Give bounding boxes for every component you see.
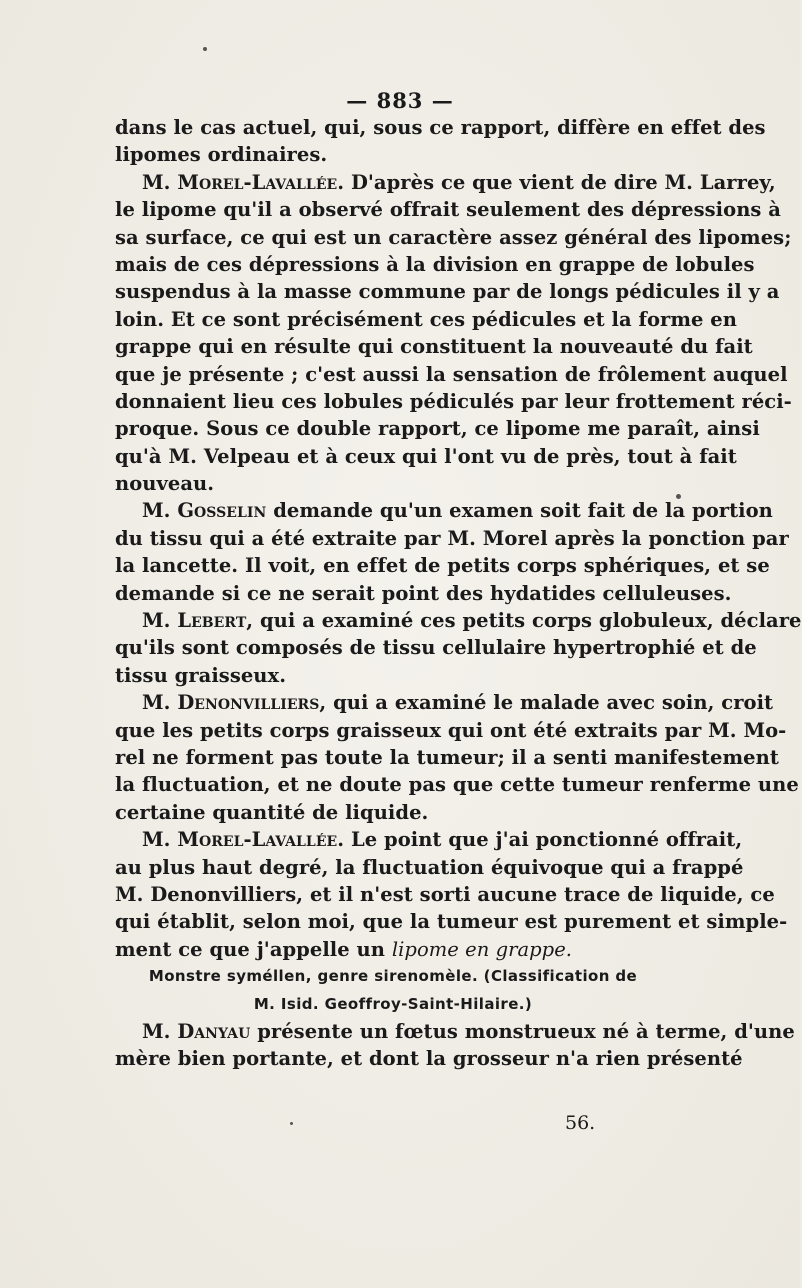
text-line: au plus haut degré, la fluctuation équivoque qui a frappé: [115, 855, 744, 879]
text-fragment: D'après ce que vient de dire M. Larrey,: [350, 170, 776, 194]
speaker-name: M. Denonvilliers,: [142, 691, 327, 715]
paragraph-first-line: [115, 169, 776, 196]
text-line: dans le cas actuel, qui, sous ce rapport, diffère en effet des: [115, 116, 766, 139]
text-line: que je présente ; c'est aussi la sensation de frôlement auquel: [115, 362, 788, 386]
text-fragment: présente un fœtus monstrueux né à terme, d'une: [257, 1019, 795, 1043]
text-line: mère bien portante, et dont la grosseur n'a rien présenté: [115, 1047, 743, 1071]
text-line: la lancette. Il voit, en effet de petits corps sphériques, et se: [115, 554, 770, 578]
text-line: lipomes ordinaires.: [115, 143, 328, 167]
scan-speck: [676, 494, 681, 499]
text-line: la fluctuation, et ne doute pas que cette tumeur renferme une: [115, 773, 799, 797]
paragraph-first-line: [115, 689, 774, 716]
speaker-name: M. Lebert,: [142, 609, 254, 633]
text-line: donnaient lieu ces lobules pédiculés par leur frottement réci-: [115, 389, 792, 413]
text-line: suspendus à la masse commune par de longs pédicules il y a: [115, 280, 780, 304]
paragraph-last-line: [115, 936, 671, 963]
text-line: loin. Et ce sont précisément ces pédicules et la forme en: [115, 307, 737, 331]
text-fragment: demande qu'un examen soit fait de la portion: [273, 499, 773, 523]
section-heading: Monstre syméllen, genre sirenomèle. (Classification de: [148, 967, 638, 986]
paragraph-first-line: [115, 607, 802, 634]
speaker-name: M. Morel-Lavallée.: [142, 828, 345, 852]
paragraph-first-line: [115, 826, 743, 853]
text-line: mais de ces dépressions à la division en grappe de lobules: [115, 252, 755, 276]
page-number: — 883 —: [346, 88, 454, 113]
text-line: le lipome qu'il a observé offrait seulement des dépressions à: [115, 198, 781, 222]
text-line: grappe qui en résulte qui constituent la nouveauté du fait: [115, 335, 753, 359]
text-line: demande si ce ne serait point des hydatides celluleuses.: [115, 581, 732, 605]
text-fragment: Le point que j'ai ponctionné offrait,: [350, 828, 743, 852]
scan-speck: [203, 47, 207, 51]
text-fragment: qui a examiné ces petits corps globuleux, déclare: [260, 609, 802, 633]
scan-speck: [290, 1122, 293, 1125]
text-line: certaine quantité de liquide.: [115, 800, 429, 824]
text-fragment: qui a examiné le malade avec soin, croit: [333, 691, 774, 715]
speaker-name: M. Danyau: [142, 1019, 251, 1043]
text-line: qui établit, selon moi, que la tumeur est purement et simple-: [115, 910, 788, 934]
text-line: rel ne forment pas toute la tumeur; il a senti manifestement: [115, 745, 779, 769]
section-heading: M. Isid. Geoffroy-Saint-Hilaire.): [253, 994, 533, 1013]
text-line: qu'à M. Velpeau et à ceux qui l'ont vu de près, tout à fait: [115, 444, 737, 468]
speaker-name: M. Gosselin: [142, 499, 267, 523]
speaker-name: M. Morel-Lavallée.: [142, 170, 345, 194]
text-line: du tissu qui a été extraite par M. Morel après la ponction par: [115, 526, 789, 550]
text-line: sa surface, ce qui est un caractère assez général des lipomes;: [115, 225, 792, 249]
text-line: nouveau.: [115, 472, 215, 496]
text-line: que les petits corps graisseux qui ont été extraits par M. Mo-: [115, 718, 787, 742]
italic-term: lipome en grappe.: [391, 937, 573, 961]
body-text: [115, 114, 802, 1073]
paragraph-first-line: [115, 497, 773, 524]
paragraph-first-line: [115, 1018, 795, 1045]
text-line: proque. Sous ce double rapport, ce lipome me paraît, ainsi: [115, 417, 760, 441]
text-line: qu'ils sont composés de tissu cellulaire hypertrophié et de: [115, 636, 757, 660]
text-line: M. Denonvilliers, et il n'est sorti aucune trace de liquide, ce: [115, 882, 775, 906]
text-fragment: ment ce que j'appelle un: [115, 937, 385, 961]
text-line: tissu graisseux.: [115, 663, 287, 687]
signature-mark: 56.: [565, 1112, 596, 1134]
